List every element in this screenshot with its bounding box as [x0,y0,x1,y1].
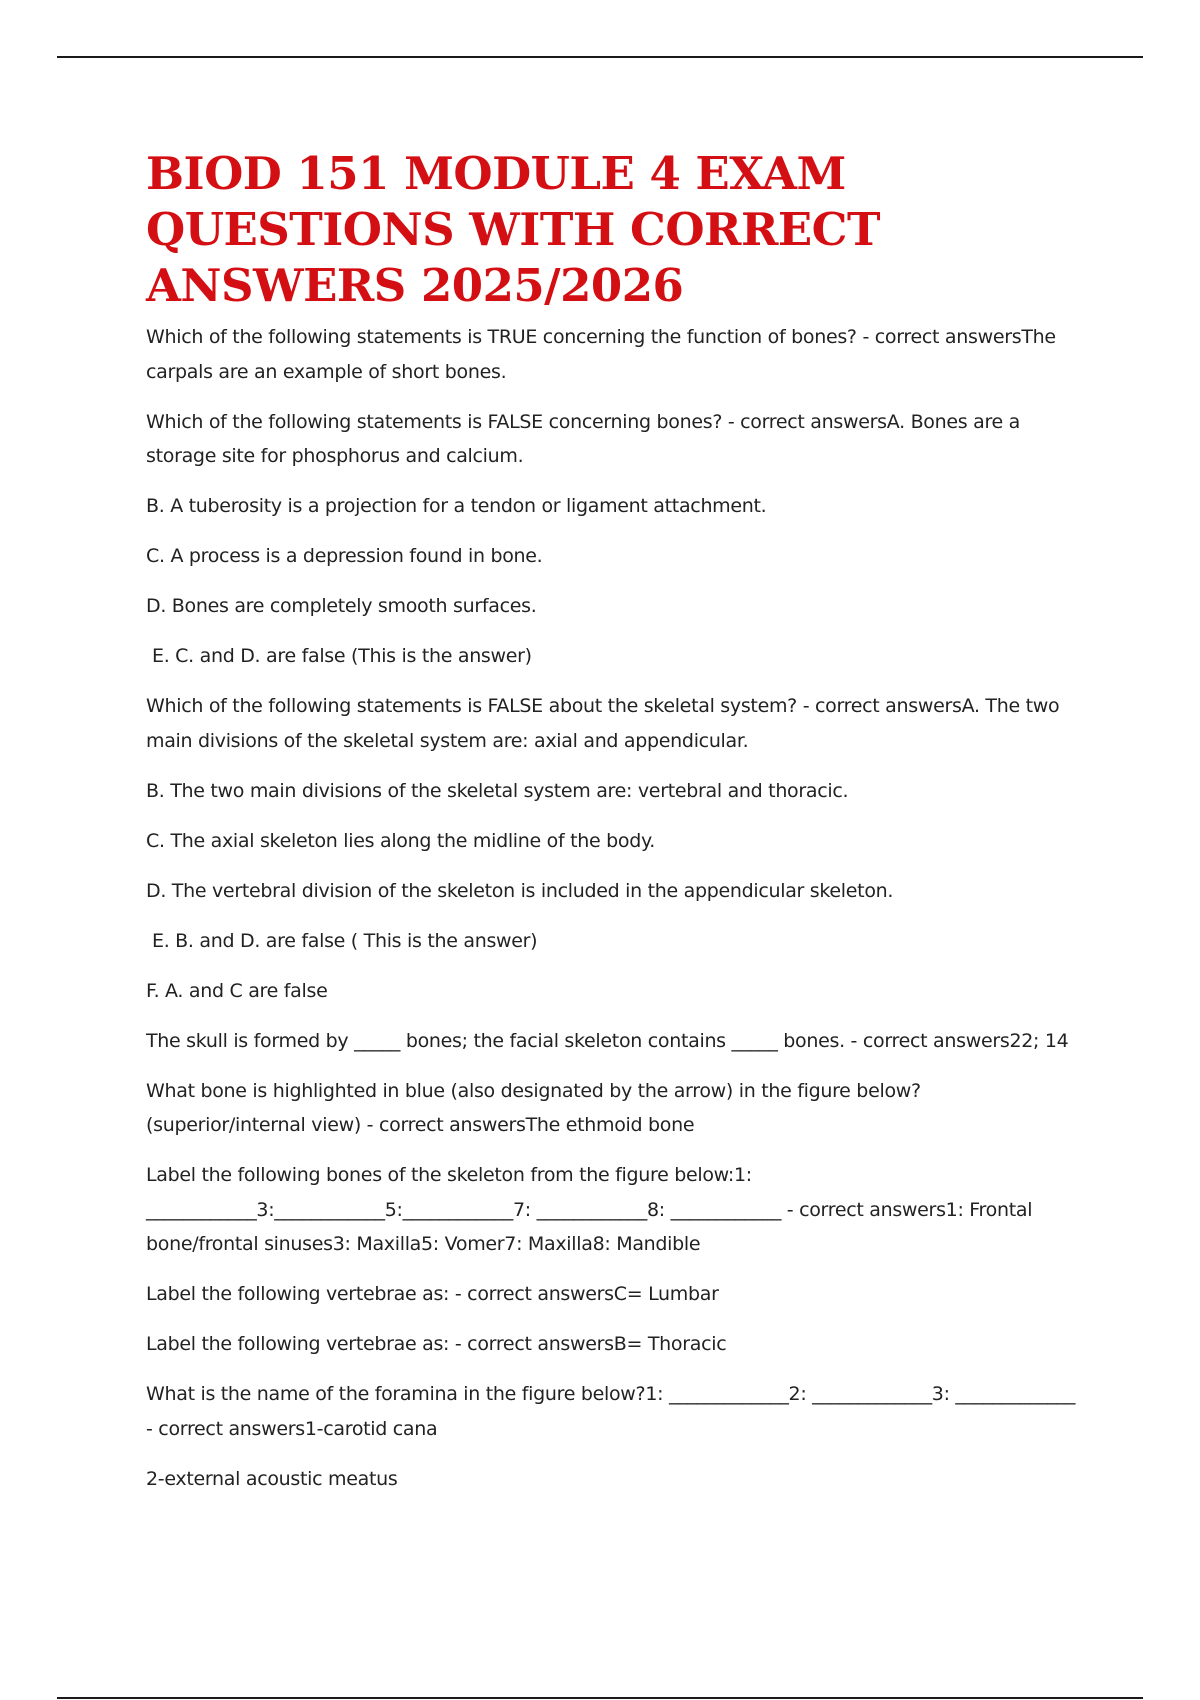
paragraph: E. B. and D. are false ( This is the answer) [152,929,538,952]
document-title: BIOD 151 MODULE 4 EXAM QUESTIONS WITH CORRECT ANSWERS 2025/2026 [146,147,880,312]
bottom-rule [57,1697,1143,1699]
paragraph: C. A process is a depression found in bone. [146,545,543,567]
paragraph: Which of the following statements is TRUE concerning the function of bones? - correct answersThe carpals are an example of short bones. [146,326,1056,383]
paragraph: C. The axial skeleton lies along the midline of the body. [146,829,655,852]
document-body [146,146,1076,1512]
paragraph: Label the following vertebrae as: - correct answersC= Lumbar [146,1283,719,1305]
paragraph: Which of the following statements is FALSE concerning bones? - correct answersA. Bones are a storage site for phosphorus and calcium. [146,410,1021,467]
paragraph: What bone is highlighted in blue (also designated by the arrow) in the figure below? (superior/internal view) - correct answersThe ethmoid bone [146,1079,921,1136]
paragraph: Label the following bones of the skeleton from the figure below:1: ____________3:____________5:____________7: ____________8: ____________ - correct answers1: Frontal bone/frontal sinuses3: Maxilla5: Vomer7: Maxilla8: Mandible [146,1164,1033,1255]
paragraph: 2-external acoustic meatus [146,1467,398,1490]
paragraph: D. The vertebral division of the skeleton is included in the appendicular skeleton. [146,879,894,902]
paragraph: B. A tuberosity is a projection for a tendon or ligament attachment. [146,495,767,517]
paragraph: What is the name of the foramina in the figure below?1: _____________2: _____________3: _____________ - correct answers1-carotid cana [146,1383,1076,1440]
paragraph: The skull is formed by _____ bones; the facial skeleton contains _____ bones. - correct answers22; 14 [146,1029,1069,1052]
paragraph: Label the following vertebrae as: - correct answersB= Thoracic [146,1333,727,1355]
paragraph: E. C. and D. are false (This is the answer) [152,645,532,667]
paragraph: B. The two main divisions of the skeletal system are: vertebral and thoracic. [146,779,849,802]
paragraph: Which of the following statements is FALSE about the skeletal system? - correct answersA. The two main divisions of the skeletal system are: axial and appendicular. [146,695,1060,752]
paragraph: D. Bones are completely smooth surfaces. [146,595,537,617]
top-rule [57,56,1143,58]
paragraph: F. A. and C are false [146,979,328,1002]
